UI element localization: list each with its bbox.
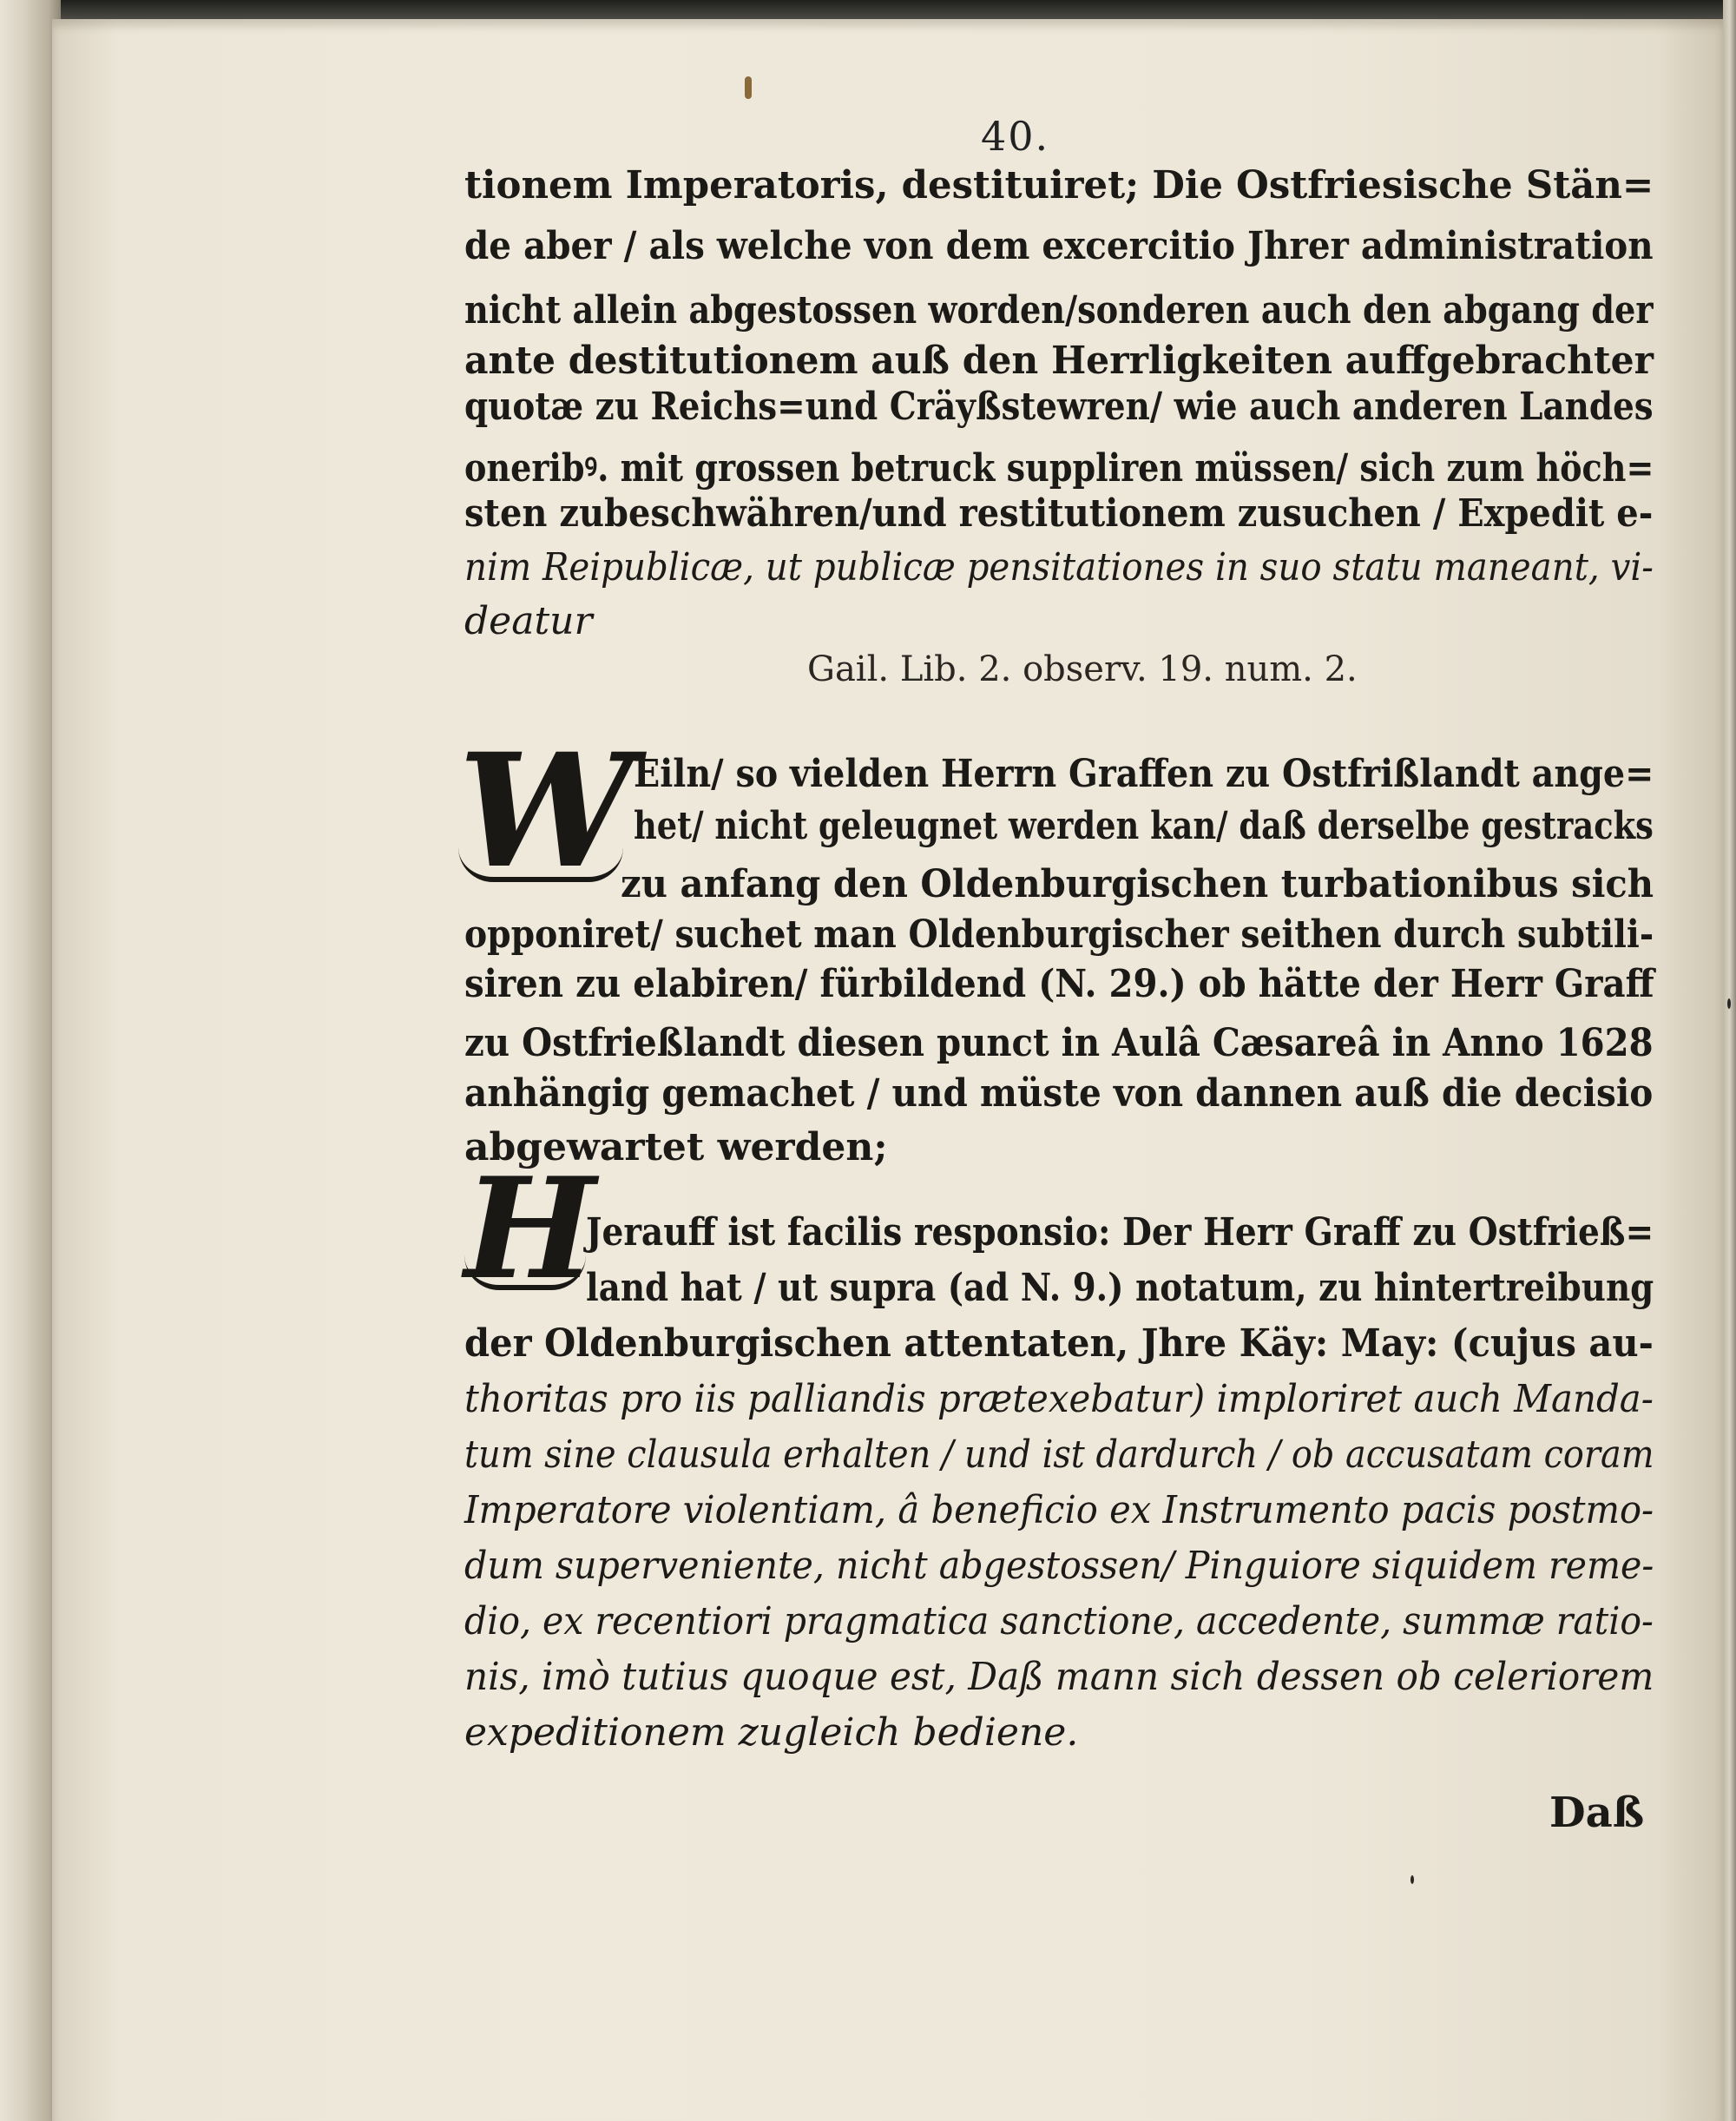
text-line: Eiln/ so vielden Herrn Graffen zu Ostfrißlandt ange= [634,752,1654,796]
ink-speck [1727,998,1731,1009]
text-line: de aber / als welche von dem excercitio Jhrer administration [464,224,1654,268]
text-line: tum sine clausula erhalten / und ist dardurch / ob accusatam coram [464,1433,1654,1477]
text-line: land hat / ut supra (ad N. 9.) notatum, zu hintertreibung [586,1266,1654,1310]
text-line: opponiret/ suchet man Oldenburgischer seithen durch subtili- [464,912,1654,957]
page-number: 40. [981,113,1050,160]
text-line: zu anfang den Oldenburgischen turbationibus sich [621,862,1654,906]
text-line: sten zubeschwähren/und restitutionem zusuchen / Expedit e- [464,491,1654,536]
decorated-initial-w: W [458,720,635,903]
ink-stain [745,76,752,99]
ink-speck [1410,1875,1414,1884]
text-line: tionem Imperatoris, destituiret; Die Ostfriesische Stän= [464,163,1654,207]
text-line: oneribꝰ. mit grossen betruck suppliren müssen/ sich zum höch= [464,446,1654,491]
text-line: abgewartet werden; [464,1125,888,1169]
text-line: Jerauff ist facilis responsio: Der Herr Graff zu Ostfrieß= [586,1210,1654,1255]
catchword: Daß [1549,1788,1645,1837]
text-line: nicht allein abgestossen worden/sonderen auch den abgang der [464,288,1654,333]
top-shadow [52,0,1736,19]
text-line: deatur [464,599,593,643]
text-line: siren zu elabiren/ fürbildend (N. 29.) ob hätte der Herr Graff [464,962,1654,1006]
text-line: zu Ostfrießlandt diesen punct in Aulâ Cæsareâ in Anno 1628 [464,1021,1654,1065]
decorated-initial-h: H [464,1147,596,1310]
text-line: dum superveniente, nicht abgestossen/ Pinguiore siquidem reme- [464,1544,1654,1588]
text-line: expeditionem zugleich bediene. [464,1710,1079,1755]
text-line: dio, ex recentiori pragmatica sanctione, accedente, summæ ratio- [464,1599,1654,1643]
text-line: Imperatore violentiam, â beneficio ex Instrumento pacis postmo- [464,1488,1654,1532]
text-line: anhängig gemachet / und müste von dannen auß die decisio [464,1071,1654,1116]
text-line: der Oldenburgischen attentaten, Jhre Käy: May: (cujus au- [464,1321,1654,1366]
text-line: quotæ zu Reichs=und Cräyßstewren/ wie auch anderen Landes [464,385,1654,429]
text-line: nis, imò tutius quoque est, Daß mann sich dessen ob celeriorem [464,1655,1654,1699]
page-fore-edge [1723,0,1736,2121]
text-line: ante destitutionem auß den Herrligkeiten auffgebrachter [464,339,1654,383]
citation: Gail. Lib. 2. observ. 19. num. 2. [807,649,1358,689]
book-page [52,19,1723,2121]
text-line: nim Reipublicæ, ut publicæ pensitationes in suo statu maneant, vi- [464,545,1654,590]
text-line: het/ nicht geleugnet werden kan/ daß derselbe gestracks [634,804,1654,848]
text-line: thoritas pro iis palliandis prætexebatur) imploriret auch Manda- [464,1377,1654,1421]
